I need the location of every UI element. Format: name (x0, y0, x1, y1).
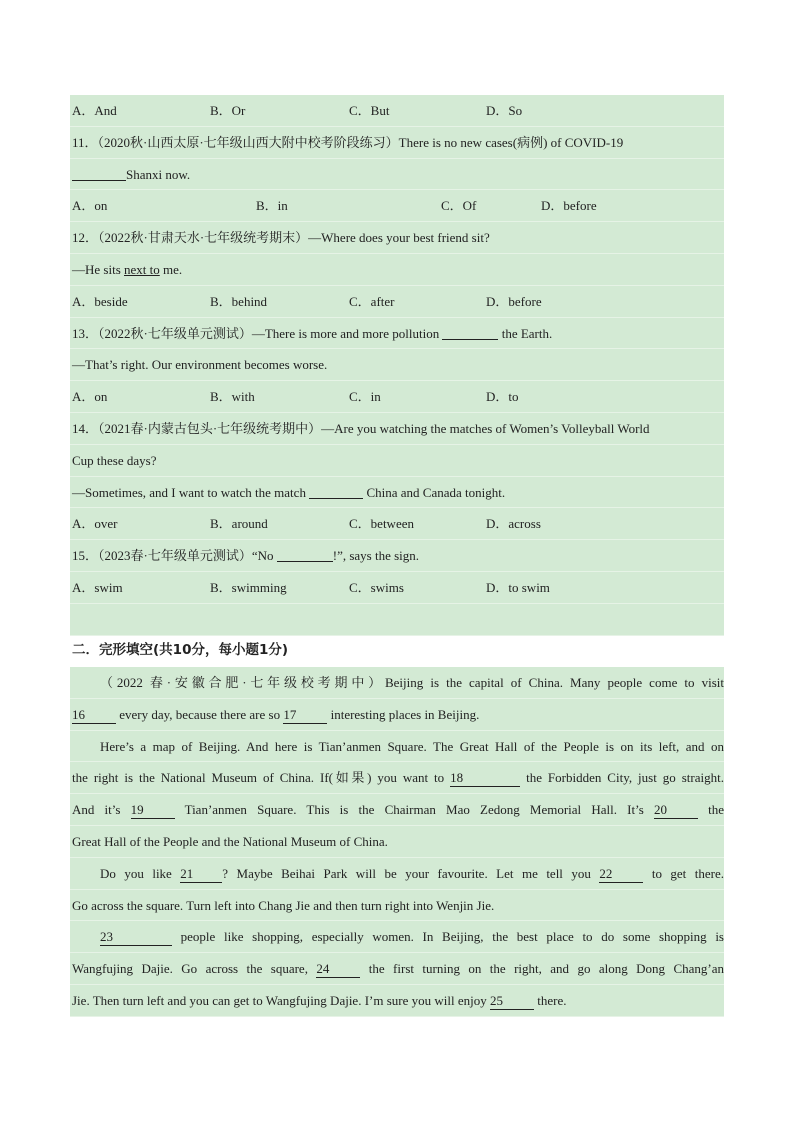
q14-blank (309, 484, 363, 499)
passage-text: the Forbidden City, just go straight. (520, 770, 724, 786)
q11-text: Shanxi now. (126, 166, 191, 182)
q12-options (70, 286, 724, 318)
q14-text-post: China and Canada tonight. (363, 484, 506, 500)
passage-line: Go across the square. Turn left into Chang Jie and then turn right into Wenjin Jie. (70, 890, 724, 922)
q11-option-a: A．on (72, 198, 108, 214)
q15-stem (70, 540, 724, 572)
passage-text: the first turning on the right, and go along Dong Chang’an (360, 961, 725, 977)
q11-blank (72, 166, 126, 181)
passage-line (70, 794, 724, 826)
blank-23: 23 (100, 929, 172, 946)
q14-option-a: A．over (72, 516, 118, 532)
passage-text: to get there. (643, 865, 724, 881)
q13-option-c: C．in (349, 389, 381, 405)
q13-stem-line2: —That’s right. Our environment becomes worse. (70, 349, 724, 381)
q11-option-b: B．in (256, 198, 288, 214)
q12-underlined-phrase: next to (124, 261, 160, 277)
q13-option-a: A．on (72, 389, 108, 405)
passage-text: Jie. Then turn left and you can get to Wangfujing Dajie. I’m sure you will enjoy (72, 992, 490, 1008)
q10-options (70, 95, 724, 127)
passage-line (70, 858, 724, 890)
passage-text: Do you like (100, 865, 181, 881)
q14-stem: 14．（2021春·内蒙古包头·七年级统考期中）—Are you watching the matches of Women’s Volleyball World (70, 413, 724, 445)
q12-option-a: A．beside (72, 293, 128, 309)
passage-text: the (697, 802, 724, 818)
q15-options (70, 572, 724, 604)
blank-18: 18 (450, 770, 520, 787)
q12-option-d: D．before (486, 293, 542, 309)
passage-block (70, 667, 724, 1017)
passage-line: Here’s a map of Beijing. And here is Tian’anmen Square. The Great Hall of the People is on its left, and on (70, 731, 724, 763)
q13-option-d: D．to (486, 389, 519, 405)
passage-line: （2022 春·安徽合肥·七年级校考期中）Beijing is the capital of China. Many people come to visit (70, 667, 724, 699)
q11-option-d: D．before (541, 198, 597, 214)
q14-option-b: B．around (210, 516, 268, 532)
q12-stem: 12．（2022秋·甘肃天水·七年级统考期末）—Where does your best friend sit? (70, 222, 724, 254)
q14-option-d: D．across (486, 516, 541, 532)
passage-text: And it’s (72, 802, 131, 818)
passage-text: ? Maybe Beihai Park will be your favourite. Let me tell you (222, 865, 600, 881)
q13-option-b: B．with (210, 389, 255, 405)
q12-stem-line2 (70, 254, 724, 286)
q11-options (70, 190, 724, 222)
passage-line (70, 699, 724, 731)
q13-text-pre: 13．（2022秋·七年级单元测试）—There is more and more pollution (72, 325, 443, 341)
q12-text-post: me. (159, 261, 183, 277)
q10-option-a: A．And (72, 103, 117, 118)
q11-option-c: C．Of (441, 198, 477, 214)
passage-text: interesting places in Beijing. (327, 706, 480, 722)
blank-17: 17 (283, 707, 327, 724)
passage-text: the right is the National Museum of China. If(如果) you want to (72, 770, 451, 786)
passage-text: Tian’anmen Square. This is the Chairman Mao Zedong Memorial Hall. It’s (174, 802, 654, 818)
passage-line (70, 985, 724, 1017)
q10-option-c: C．But (349, 103, 390, 118)
q14-stem-line2: Cup these days? (70, 445, 724, 477)
passage-line (70, 921, 724, 953)
mcq-block (70, 95, 724, 636)
q13-blank (442, 325, 498, 340)
passage-line: Great Hall of the People and the National Museum of China. (70, 826, 724, 858)
blank-25: 25 (490, 993, 534, 1010)
passage-line (70, 762, 724, 794)
blank-24: 24 (316, 961, 360, 978)
section-heading: 二．完形填空(共10分，每小题1分) (72, 642, 289, 658)
q15-text-post: !”, says the sign. (332, 548, 420, 564)
blank-16: 16 (72, 707, 116, 724)
q13-text-post: the Earth. (498, 325, 553, 341)
q12-option-c: C．after (349, 293, 395, 309)
q15-option-b: B．swimming (210, 579, 287, 595)
q14-options (70, 508, 724, 540)
q14-stem-line3 (70, 477, 724, 509)
passage-text: people like shopping, especially women. In Beijing, the best place to do some shopping is (172, 929, 724, 945)
blank-22: 22 (599, 866, 643, 883)
q11-stem: 11．（2020秋·山西太原·七年级山西大附中校考阶段练习）There is no new cases(病例) of COVID-19 (70, 127, 724, 159)
passage-text: there. (534, 992, 567, 1008)
q11-stem-line2 (70, 159, 724, 191)
q13-stem (70, 318, 724, 350)
blank-20: 20 (654, 802, 698, 819)
passage-text: every day, because there are so (116, 706, 284, 722)
q10-option-d: D．So (486, 103, 523, 118)
q15-option-c: C．swims (349, 579, 404, 595)
q15-blank (277, 547, 333, 562)
q15-text-pre: 15．（2023春·七年级单元测试）“No (72, 548, 277, 564)
q13-options (70, 381, 724, 413)
blank-21: 21 (180, 866, 222, 883)
q15-option-a: A．swim (72, 579, 123, 595)
passage-line (70, 953, 724, 985)
q12-text-pre: —He sits (72, 261, 124, 277)
q12-option-b: B．behind (210, 293, 268, 309)
empty-row (70, 604, 724, 636)
q10-option-b: B．Or (210, 103, 246, 118)
blank-19: 19 (131, 802, 175, 819)
q14-text-pre: —Sometimes, and I want to watch the match (72, 484, 310, 500)
q15-option-d: D．to swim (486, 579, 550, 595)
q14-option-c: C．between (349, 516, 414, 532)
passage-text: Wangfujing Dajie. Go across the square, (72, 961, 317, 977)
